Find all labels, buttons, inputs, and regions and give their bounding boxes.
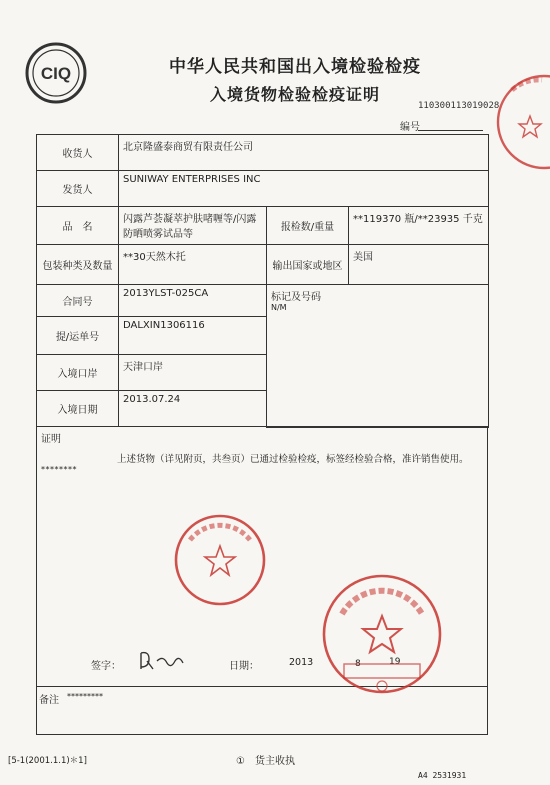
row-goods — [37, 207, 489, 245]
handwritten-signature — [137, 647, 187, 673]
company-seal-stamp — [172, 512, 268, 608]
remarks-value: ********* — [67, 692, 103, 701]
consignee-value: 北京隆盛泰商贸有限责任公司 — [119, 135, 489, 171]
copy-designation: ① 货主收执 — [236, 756, 295, 767]
consignor-label: 发货人 — [37, 171, 119, 207]
row-consignee — [37, 135, 489, 171]
packaging-value: **30天然木托 — [119, 245, 267, 285]
date-year: 2013 — [289, 657, 314, 668]
paper-serial: A4 2531931 — [418, 771, 467, 780]
document-subtitle: 入境货物检验检疫证明 — [209, 85, 380, 104]
ciq-official-seal-stamp — [320, 572, 444, 696]
date-label: 日期： — [229, 661, 259, 672]
top-right-partial-seal-stamp — [482, 72, 550, 172]
certificate-number: 110300113019028 — [418, 101, 500, 111]
row-consignor — [37, 171, 489, 207]
serial-number-label: 编号 — [400, 122, 420, 133]
port-value: 天津口岸 — [119, 355, 267, 391]
certification-text: 上述货物（详见附页，共叁页）已通过检验检疫，标签经检验合格，准许销售使用。 — [117, 454, 469, 465]
contract-label: 合同号 — [37, 285, 119, 317]
quantity-label: 报检数/重量 — [267, 207, 349, 245]
packaging-label: 包装种类及数量 — [37, 245, 119, 285]
origin-value: 美国 — [349, 245, 489, 285]
contract-value: 2013YLST-025CA — [119, 285, 267, 317]
certification-stars: ******** — [41, 465, 77, 474]
origin-label: 输出国家或地区 — [267, 245, 349, 285]
remarks-label: 备注 — [39, 695, 59, 706]
row-contract — [37, 285, 489, 317]
entry-date-label: 入境日期 — [37, 391, 119, 427]
certification-label: 证明 — [41, 434, 61, 445]
svg-text:CIQ: CIQ — [40, 64, 72, 83]
serial-number-line — [418, 130, 483, 131]
marks-label: 标记及号码 — [271, 292, 321, 303]
entry-date-value: 2013.07.24 — [119, 391, 267, 427]
marks-cell — [267, 285, 489, 428]
signature-label: 签字： — [91, 661, 121, 672]
consignor-value: SUNIWAY ENTERPRISES INC — [119, 171, 489, 207]
inspection-form-table — [36, 134, 489, 428]
marks-value: N/M — [271, 303, 287, 312]
bill-label: 提/运单号 — [37, 317, 119, 355]
quantity-value: **119370 瓶/**23935 千克 — [349, 207, 489, 245]
date-day: 19 — [389, 657, 401, 667]
consignee-label: 收货人 — [37, 135, 119, 171]
goods-value: 闪露芦荟凝萃护肤啫喱等/闪露防晒喷雾试品等 — [119, 207, 267, 245]
date-month: 8 — [355, 659, 361, 669]
form-code: [5-1(2001.1.1)＊1] — [8, 756, 87, 766]
port-label: 入境口岸 — [37, 355, 119, 391]
goods-label: 品 名 — [37, 207, 119, 245]
document-title: 中华人民共和国出入境检验检疫 — [169, 57, 421, 77]
row-packaging — [37, 245, 489, 285]
bill-value: DALXIN1306116 — [119, 317, 267, 355]
